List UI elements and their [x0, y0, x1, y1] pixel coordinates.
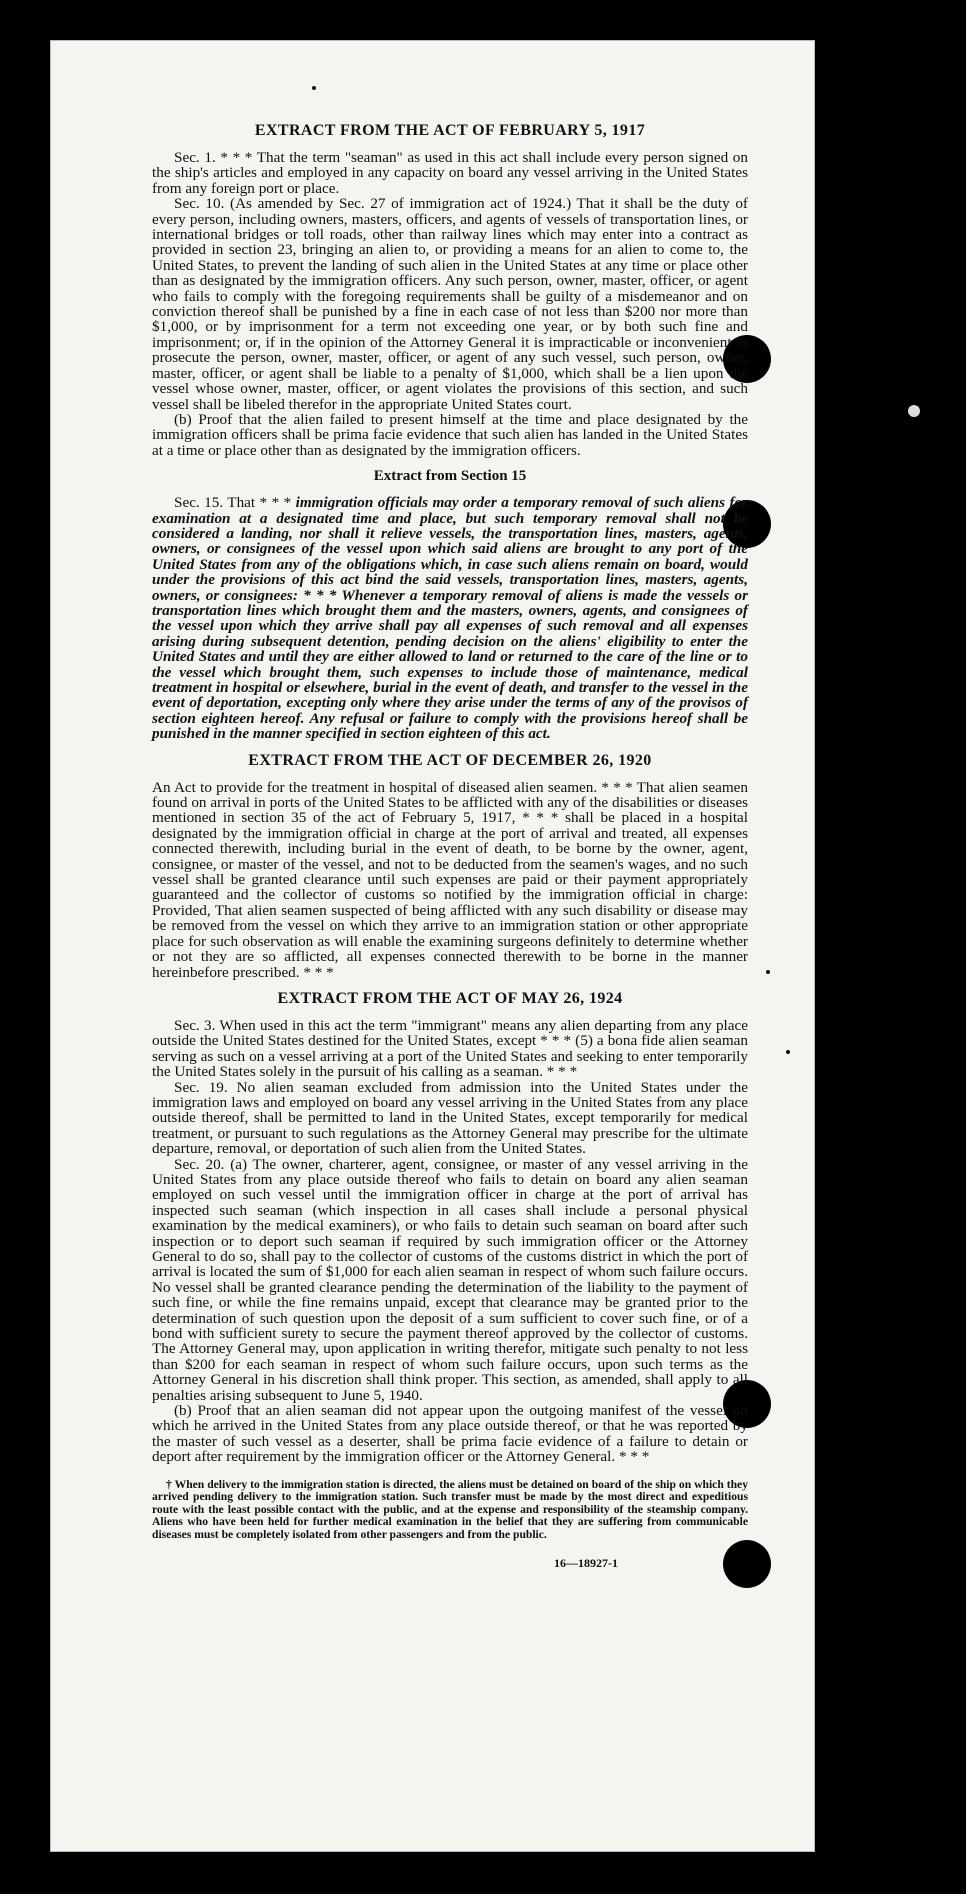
- act-1920-text: An Act to provide for the treatment in hospital of diseased alien seamen. * * * That alien seamen found on arrival in ports of the United States to be afflicted with any of the disabilities or diseases mentioned in section 35 of the act of February 5, 1917, * * * shall be placed in a hospital designated by the immigration official in charge at the port of arrival and treated, all expenses connected therewith, including burial in the event of death, to be borne by the owner, agent, consignee, or master of the vessel, and not to be deducted from the seamen's wages, and no such vessel shall be granted clearance until such expenses are paid or their payment appropriately guaranteed and the collector of customs so notified by the immigration official in charge: Provided, That alien seamen suspected of being afflicted with any such disability or disease may be removed from the vessel on which they arrive to an immigration station or other appropriate place for such observation as will enable the examining surgeons definitely to determine whether or not they are so afflicted, all expenses connected therewith to be borne in the manner hereinbefore prescribed. * * *: [152, 778, 748, 981]
- heading-act-1917: EXTRACT FROM THE ACT OF FEBRUARY 5, 1917: [254, 122, 646, 139]
- speck: [312, 86, 316, 90]
- footnote-text: † When delivery to the immigration station is directed, the aliens must be detained on board of the ship on which they arrived pending delivery to the immigration station. Such transfer must be made by the most direct and expeditious route with the least possible contact with the public, and at the expense and responsibility of the steamship company. Aliens who have been held for further medical examination in the belief that they are suffering from communicable diseases must be completely isolated from other passengers and from the public.: [152, 1477, 748, 1542]
- document-body: [152, 122, 748, 1571]
- section-15-lead: Sec. 15. That * * *: [174, 494, 292, 512]
- section-10b: (b) Proof that the alien failed to present himself at the time and place designated by the immigration officers shall be prima facie evidence that such alien has landed in the United States at a time or place other than as designated by the immigration officers.: [152, 410, 748, 459]
- section-15-text: immigration officials may order a temporary removal of such aliens for examination at a designated time and place, but such temporary removal shall not be considered a landing, nor shall it relieve vessels, the transportation lines, masters, agents, owners, or consignees of the vessel upon which said aliens are brought to any port of the United States from any of the obligations which, in case such aliens remain on board, would under the provisions of this act bind the said vessels, transportation lines, masters, agents, owners, or consignees: * * * Whenever a temporary removal of aliens is made the vessels or transportation lines which brought them and the masters, owners, agents, and consignees of the vessel upon which they arrive shall pay all expenses of such removal and all expenses arising during subsequent detention, pending decision on the aliens' eligibility to enter the United States and until they are either allowed to land or returned to the care of the line or to the vessel which brought them, such expenses to include those of maintenance, medical treatment in hospital or elsewhere, burial in the event of death, and transfer to the vessel in the event of deportation, excepting only where they arise under the terms of any of the provisos of section eighteen hereof. Any refusal or failure to comply with the provisions hereof shall be punished in the manner specified in section eighteen of this act.: [152, 494, 748, 743]
- section-20a: Sec. 20. (a) The owner, charterer, agent, consignee, or master of any vessel arriving in the United States from any place outside thereof who fails to detain on board any alien seaman employed on such vessel until the immigration officer in charge at the port of arrival has inspected such seaman (which inspection in all cases shall include a personal physical examination by the medical examiners), or who fails to detain such seaman on board after such inspection or to deport such seaman if required by such immigration officer or the Attorney General to do so, shall pay to the collector of customs of the customs district in which the port of arrival is located the sum of $1,000 for each alien seaman in respect of whom such failure occurs. No vessel shall be granted clearance pending the determination of the liability to the payment of such fine, or while the fine remains unpaid, except that clearance may be granted prior to the determination of such question upon the deposit of a sum sufficient to cover such fine, or of a bond with sufficient surety to secure the payment thereof approved by the collector of customs. The Attorney General may, upon application in writing therefor, mitigate such penalty to not less than $200 for each seaman in respect of whom such failure occurs, upon such terms as the Attorney General in his discretion shall think proper. This section, as amended, shall apply to all penalties arising subsequent to June 5, 1940.: [152, 1155, 748, 1404]
- speck: [908, 405, 920, 417]
- heading-act-1924: EXTRACT FROM THE ACT OF MAY 26, 1924: [277, 989, 623, 1007]
- section-20b: (b) Proof that an alien seaman did not appear upon the outgoing manifest of the vessel on which he arrived in the United States from any place outside thereof, or that he was reported by the master of such vessel as a deserter, shall be prima facie evidence of a failure to detain or deport after requirement by the immigration officer or the Attorney General. * * *: [152, 1402, 748, 1466]
- section-10: Sec. 10. (As amended by Sec. 27 of immigration act of 1924.) That it shall be the duty of every person, including owners, masters, officers, and agents of vessels of transportation lines, or international bridges or toll roads, other than railway lines which may enter into a contract as provided in section 23, bringing an alien to, or providing a means for an alien to come to, the United States, to prevent the landing of such alien in the United States at any time or place other than as designated by the immigration officers. Any such person, owner, master, officer, or agent who fails to comply with the foregoing requirements shall be guilty of a misdemeanor and on conviction thereof shall be punished by a fine in each case of not less than $200 nor more than $1,000, or by imprisonment for a term not exceeding one year, or by both such fine and imprisonment; or, if in the opinion of the Attorney General it is impracticable or inconvenient to prosecute the person, owner, master, officer, or agent of any such vessel, such person, owner, master, officer, or agent shall be liable to a penalty of $1,000, which shall be a lien upon the vessel whose owner, master, officer, or agent violates the provisions of this section, and such vessel shall be libeled therefor in the appropriate United States court.: [152, 195, 748, 413]
- heading-act-1920: EXTRACT FROM THE ACT OF DECEMBER 26, 1920: [248, 751, 652, 769]
- heading-section-15: Extract from Section 15: [373, 468, 527, 485]
- section-19: Sec. 19. No alien seaman excluded from admission into the United States under the immigration laws and employed on board any vessel arriving in the United States from any place outside thereof, shall be permitted to land in the United States, except temporarily for medical treatment, or pursuant to such regulations as the Attorney General may prescribe for the ultimate departure, removal, or deportation of such alien from the United States.: [152, 1078, 748, 1158]
- footnote: [152, 1479, 748, 1542]
- section-3: Sec. 3. When used in this act the term "immigrant" means any alien departing from any place outside the United States destined for the United States, except * * * (5) a bona fide alien seaman serving as such on a vessel arriving at a port of the United States and seeking to enter temporarily the United States solely in the pursuit of his calling as a seaman. * * *: [152, 1016, 748, 1081]
- section-15: [152, 495, 748, 742]
- speck: [766, 970, 770, 974]
- form-number: 16—18927-1: [554, 1555, 618, 1570]
- section-1: Sec. 1. * * * That the term "seaman" as used in this act shall include every person signed on the ship's articles and employed in any capacity on board any vessel arriving in the United States from any foreign port or place.: [152, 149, 748, 197]
- speck: [786, 1050, 790, 1054]
